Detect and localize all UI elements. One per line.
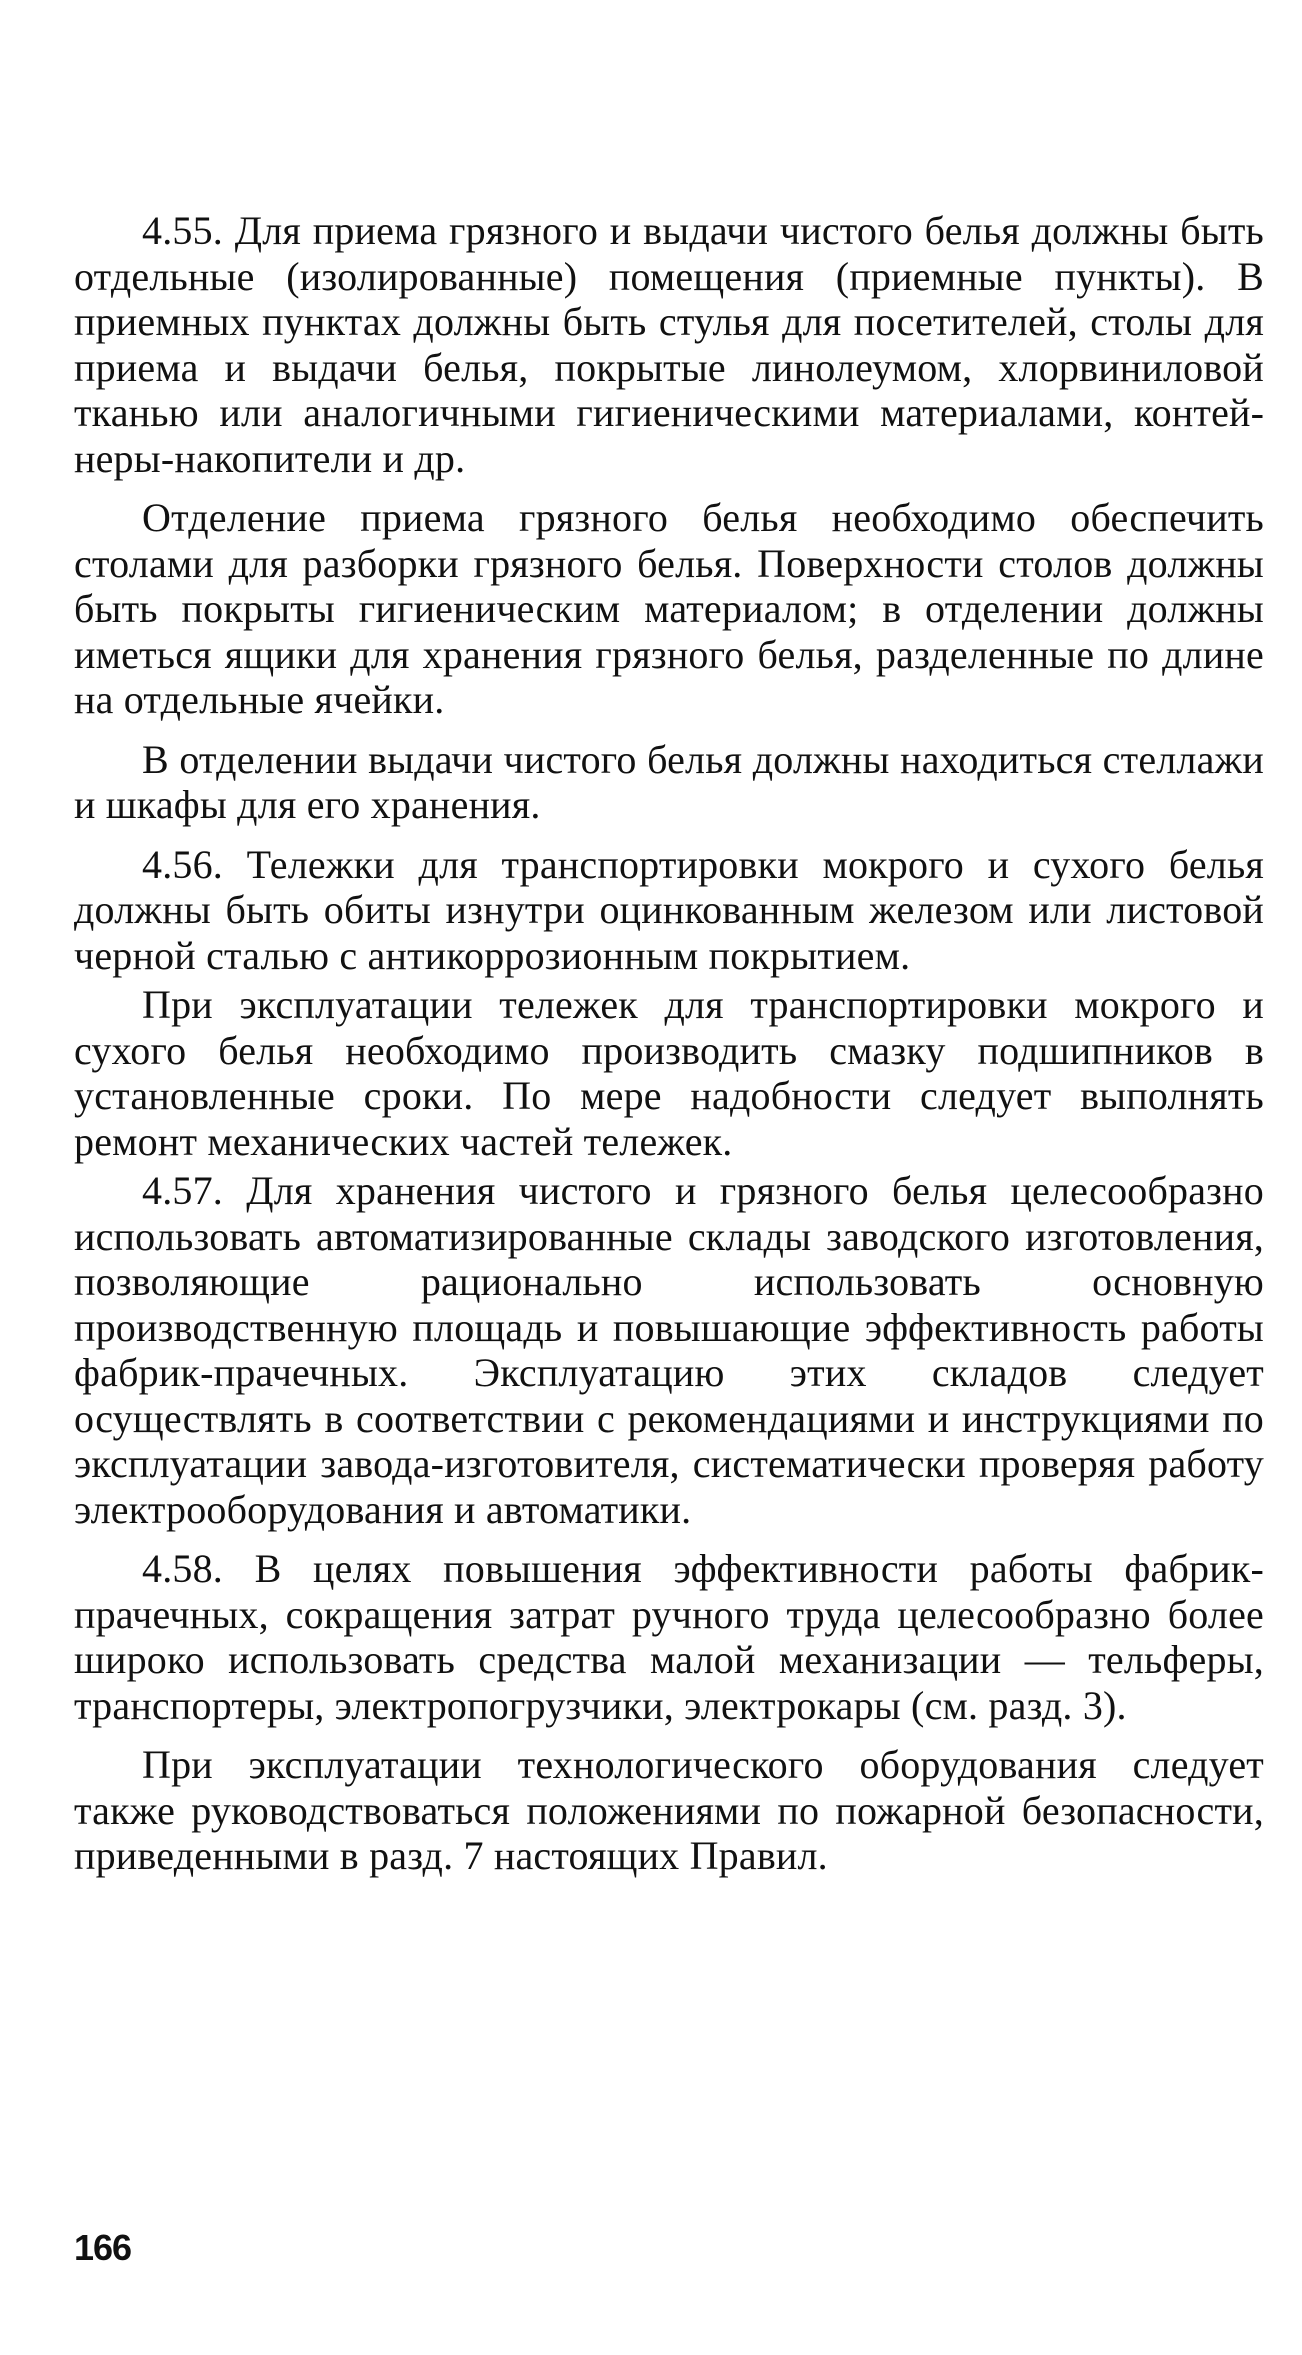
page-body (74, 208, 1264, 2308)
paragraph-4-58: 4.58. В целях повышения эффективности работы фабрик-прачечных, сокращения затрат ручного труда целесообразно более широко использовать средства малой механизации — тельферы, транспортеры, электропогрузчики, электрокары (см. разд. 3). (74, 1546, 1264, 1728)
paragraph-clean-linen-section: В отделении выдачи чистого белья должны находиться стеллажи и шкафы для его хранения. (74, 736, 1264, 827)
paragraph-4-56: 4.56. Тележки для транспортировки мокрого и сухого белья должны быть обиты изнутри оцинкованным железом или листовой черной сталью с антикоррозионным покрытием. (74, 841, 1264, 978)
page-number: 166 (74, 2227, 132, 2268)
paragraph-4-57: 4.57. Для хранения чистого и грязного белья целесообразно использовать автоматизированные склады заводского изготовления, позволяющие рационально использовать основную производственную площадь и повышающие эффективность работы фабрик-прачечных. Эксплуатацию этих складов следует осуществлять в соответствии с рекомендациями и инструкциями по эксплуатации завода-изготовителя, систематически проверяя работу электрооборудования и автоматики. (74, 1168, 1264, 1532)
paragraph-fire-safety: При эксплуатации технологического оборудования следует также руководствоваться положениями по пожарной безопасности, приведенными в разд. 7 настоящих Правил. (74, 1742, 1264, 1878)
paragraph-trolley-maintenance: При эксплуатации тележек для транспортировки мокрого и сухого белья необходимо производить смазку подшипников в установленные сроки. По мере надобности следует выполнять ремонт механических частей тележек. (74, 982, 1264, 1164)
paragraph-dirty-linen-section: Отделение приема грязного белья необходимо обеспечить столами для разборки грязного белья. Поверхности столов должны быть покрыты гигиеническим материалом; в отделении должны иметься ящики для хранения грязного белья, разделенные по длине на отдельные ячейки. (74, 495, 1264, 722)
paragraph-4-55: 4.55. Для приема грязного и выдачи чистого белья должны быть отдельные (изолированные) помещения (приемные пункты). В приемных пунктах должны быть стулья для посетителей, столы для приема и выдачи белья, покрытые линолеумом, хлорвиниловой тканью или аналогичными гигиеническими материалами, контейнеры-накопители и др. (74, 208, 1264, 481)
